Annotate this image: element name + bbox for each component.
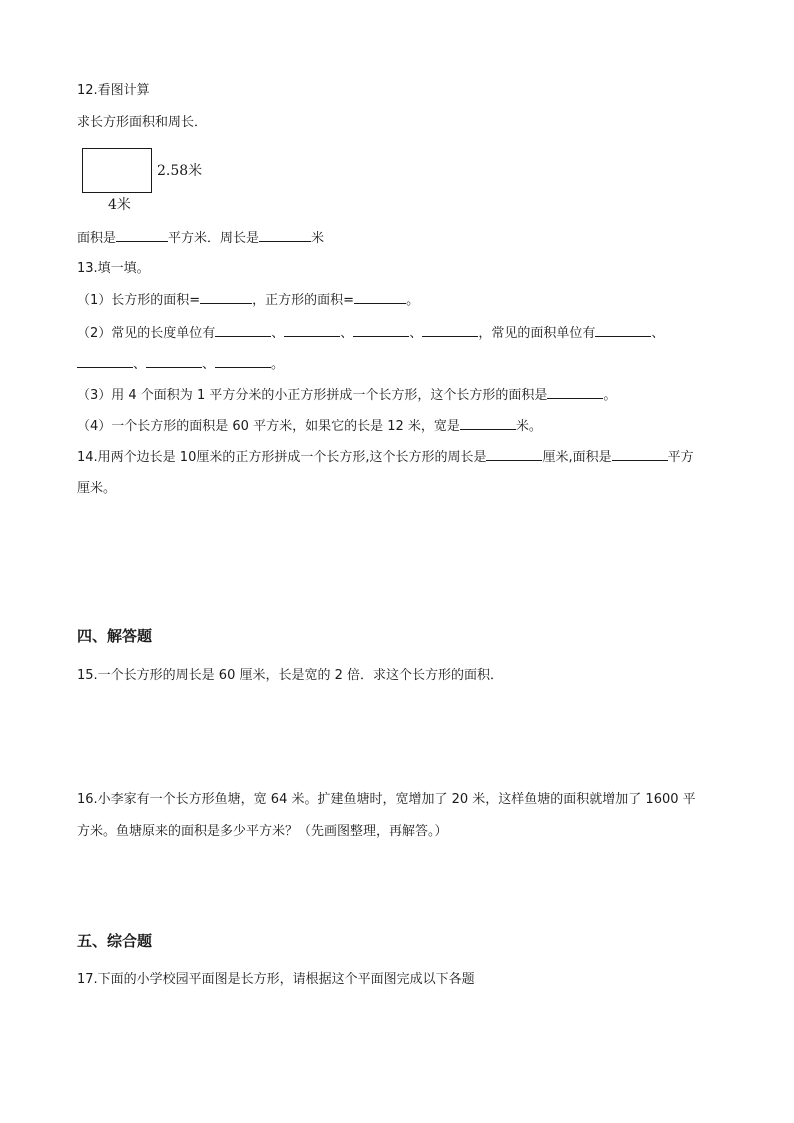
q13-item1-text2: ，正方形的面积= xyxy=(252,293,355,308)
square-area-formula-blank[interactable] xyxy=(354,291,406,304)
q13-item2-text: （2）常见的长度单位有 xyxy=(77,326,216,341)
q16-line2: 方米。鱼塘原来的面积是多少平方米？（先画图整理，再解答。） xyxy=(77,824,448,839)
separator: 、 xyxy=(340,326,354,341)
perimeter-answer-blank[interactable] xyxy=(259,229,311,242)
q12-area-label: 面积是 xyxy=(77,231,117,246)
q13-item2-mid: ，常见的面积单位有 xyxy=(478,326,596,341)
rectangle-figure xyxy=(82,148,152,193)
area-unit-blank-3[interactable] xyxy=(146,355,202,368)
q12-title: 12.看图计算 xyxy=(77,83,150,98)
section-heading-answer: 四、解答题 xyxy=(77,627,153,645)
q13-item3-end: 。 xyxy=(603,388,617,403)
area-unit-blank-4[interactable] xyxy=(215,355,271,368)
q13-title: 13.填一填。 xyxy=(77,261,150,276)
rectangle-height-label: 2.58米 xyxy=(157,163,203,179)
q12-perimeter-label: 平方米．周长是 xyxy=(168,231,260,246)
q16-line1: 16.小李家有一个长方形鱼塘，宽 64 米。扩建鱼塘时，宽增加了 20 米，这样鱼塘的面积就增加了 1600 平 xyxy=(77,792,696,807)
q14-line2: 厘米。 xyxy=(77,481,117,496)
q15-text: 15.一个长方形的周长是 60 厘米，长是宽的 2 倍．求这个长方形的面积． xyxy=(77,668,504,683)
q13-item4 xyxy=(77,417,542,436)
q14-area-blank[interactable] xyxy=(612,448,668,461)
q13-item3-text: （3）用 4 个面积为 1 平方分米的小正方形拼成一个长方形，这个长方形的面积是 xyxy=(77,388,548,403)
q13-item2-end: 。 xyxy=(271,357,285,372)
length-unit-blank-4[interactable] xyxy=(422,324,478,337)
q13-item2 xyxy=(77,324,664,343)
q13-item4-blank[interactable] xyxy=(460,417,516,430)
q14-text: 14.用两个边长是 10厘米的正方形拼成一个长方形,这个长方形的周长是 xyxy=(77,450,487,465)
separator: 、 xyxy=(651,326,665,341)
q13-item1 xyxy=(77,291,419,310)
q13-item1-text: （1）长方形的面积= xyxy=(77,293,201,308)
q13-item2-cont xyxy=(77,355,284,374)
rectangle-area-formula-blank[interactable] xyxy=(200,291,252,304)
length-unit-blank-3[interactable] xyxy=(353,324,409,337)
length-unit-blank-1[interactable] xyxy=(215,324,271,337)
length-unit-blank-2[interactable] xyxy=(284,324,340,337)
area-unit-blank-2[interactable] xyxy=(77,355,133,368)
q14-text2: 厘米,面积是 xyxy=(542,450,612,465)
separator: 、 xyxy=(202,357,216,372)
q14-text3: 平方 xyxy=(667,450,694,465)
q17-text: 17.下面的小学校园平面图是长方形，请根据这个平面图完成以下各题 xyxy=(77,972,475,987)
separator: 、 xyxy=(409,326,423,341)
q12-prompt: 求长方形面积和周长． xyxy=(77,115,208,130)
separator: 、 xyxy=(133,357,147,372)
q13-item1-end: 。 xyxy=(406,293,420,308)
q13-item4-text: （4）一个长方形的面积是 60 平方米，如果它的长是 12 米，宽是 xyxy=(77,419,460,434)
q14-line1 xyxy=(77,448,694,467)
q13-item3-blank[interactable] xyxy=(547,386,603,399)
q13-item3 xyxy=(77,386,616,405)
q13-item4-end: 米。 xyxy=(515,419,542,434)
q12-unit-label: 米 xyxy=(311,231,325,246)
area-unit-blank-1[interactable] xyxy=(595,324,651,337)
separator: 、 xyxy=(271,326,285,341)
section-heading-comprehensive: 五、综合题 xyxy=(77,932,153,950)
q14-perimeter-blank[interactable] xyxy=(486,448,542,461)
rectangle-width-label: 4米 xyxy=(108,197,131,213)
area-answer-blank[interactable] xyxy=(116,229,168,242)
q12-answer-line xyxy=(77,229,324,248)
